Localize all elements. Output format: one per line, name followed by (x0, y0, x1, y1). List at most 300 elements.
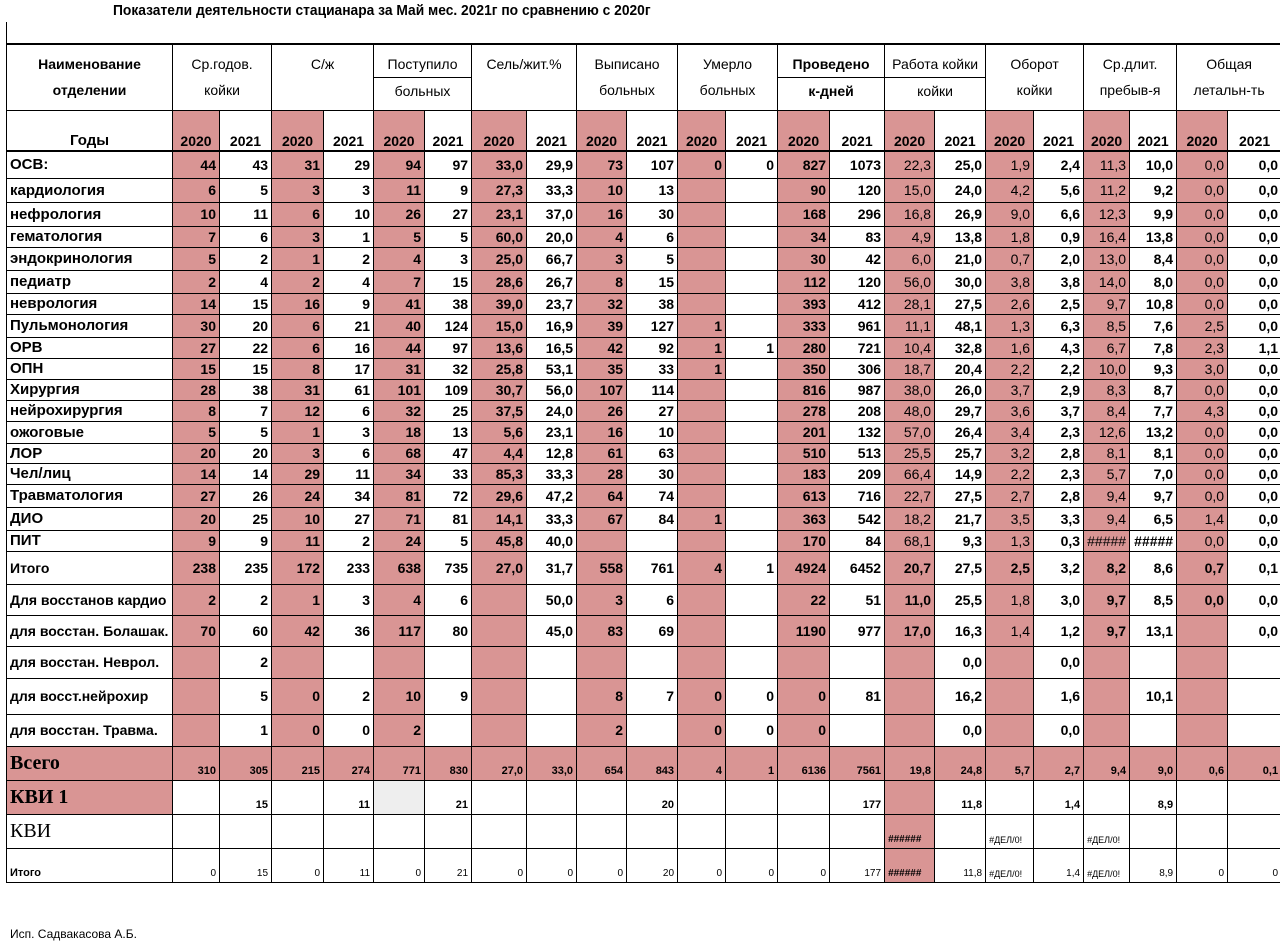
department-row (7, 379, 1280, 400)
cell (678, 780, 726, 814)
cell: 3 (324, 584, 374, 615)
cell: 22 (220, 337, 272, 358)
cell: 6 (425, 584, 472, 615)
cell: 85,3 (472, 463, 527, 484)
cell: 28 (173, 379, 220, 400)
cell: 64 (577, 484, 627, 507)
cell: 6452 (830, 551, 885, 584)
cell (678, 226, 726, 247)
cell: 8,5 (1084, 314, 1130, 337)
cell: 0 (726, 714, 778, 746)
cell (726, 584, 778, 615)
cell (678, 400, 726, 421)
cell: 3,5 (986, 507, 1034, 530)
cell: 8 (272, 358, 324, 379)
cell: 38 (220, 379, 272, 400)
cell: 1,1 (1228, 337, 1280, 358)
cell (527, 678, 577, 714)
header-line-1: Поступило (374, 51, 471, 78)
cell: 32 (577, 293, 627, 314)
cell: 9,2 (1130, 178, 1177, 202)
cell: 12,8 (527, 443, 577, 463)
cell: 16,8 (885, 202, 935, 226)
header-department-name (7, 44, 173, 110)
cell: 3 (324, 178, 374, 202)
department-row (7, 314, 1280, 337)
header-col-4 (472, 44, 577, 110)
cell: 20,7 (885, 551, 935, 584)
years-row (7, 110, 1280, 151)
cell: 25,0 (935, 151, 986, 178)
cell (527, 646, 577, 678)
cell: 73 (577, 151, 627, 178)
cell: 13 (627, 178, 678, 202)
cell: 816 (778, 379, 830, 400)
cell: 16 (324, 337, 374, 358)
cell (678, 646, 726, 678)
cell: 1 (726, 337, 778, 358)
row-label: нефрология (7, 202, 173, 226)
cell (726, 314, 778, 337)
cell (173, 714, 220, 746)
cell (272, 646, 324, 678)
cell (472, 646, 527, 678)
cell: 12 (272, 400, 324, 421)
cell (830, 714, 885, 746)
cell: 33,0 (472, 151, 527, 178)
row-label: кардиология (7, 178, 173, 202)
cell: 9,7 (1130, 484, 1177, 507)
cell: 32 (374, 400, 425, 421)
cell: 8,5 (1130, 584, 1177, 615)
cell: 1190 (778, 615, 830, 646)
cell (678, 584, 726, 615)
cell: 3,0 (1034, 584, 1084, 615)
cell (324, 646, 374, 678)
cell: 18 (374, 421, 425, 443)
cell: 5,6 (1034, 178, 1084, 202)
cell: 20 (173, 443, 220, 463)
cell: 15 (220, 848, 272, 882)
cell: 2,5 (1034, 293, 1084, 314)
department-row (7, 151, 1280, 178)
cell (678, 443, 726, 463)
cell: 41 (374, 293, 425, 314)
cell: 22,7 (885, 484, 935, 507)
cell: 6,3 (1034, 314, 1084, 337)
cell: 6 (627, 584, 678, 615)
cell: 11,1 (885, 314, 935, 337)
cell: 0 (272, 678, 324, 714)
cell: 24 (374, 530, 425, 551)
cell: 38 (425, 293, 472, 314)
cell: 3 (324, 421, 374, 443)
cell: 4924 (778, 551, 830, 584)
header-line-1: Сель/жит.% (486, 56, 562, 73)
department-row (7, 507, 1280, 530)
executor-signature: Исп. Садвакасова А.Б. (10, 927, 137, 941)
cell: 0,0 (1177, 463, 1228, 484)
row-label: Пульмонология (7, 314, 173, 337)
rehab-row (7, 584, 1280, 615)
cell: 16,5 (527, 337, 577, 358)
cell (425, 646, 472, 678)
cell: 36 (324, 615, 374, 646)
cell: 17 (324, 358, 374, 379)
cell (986, 780, 1034, 814)
cell: 6 (627, 226, 678, 247)
header-line-2: отделении (52, 82, 127, 99)
cell: 11,8 (935, 780, 986, 814)
cell: 11 (324, 780, 374, 814)
cell: 15,0 (472, 314, 527, 337)
department-row (7, 202, 1280, 226)
cell: 57,0 (885, 421, 935, 443)
cell: 83 (577, 615, 627, 646)
cell: 32,8 (935, 337, 986, 358)
cell: 23,7 (527, 293, 577, 314)
cell: 28,6 (472, 270, 527, 293)
cell: 11 (374, 178, 425, 202)
department-row (7, 463, 1280, 484)
cell: 30,0 (935, 270, 986, 293)
cell: 0,0 (1228, 379, 1280, 400)
cell: 24 (272, 484, 324, 507)
cell: 3,4 (986, 421, 1034, 443)
cell: 2 (324, 678, 374, 714)
cell: 0,9 (1034, 226, 1084, 247)
cell: 13,1 (1130, 615, 1177, 646)
cell: 3 (272, 226, 324, 247)
cell: 5,6 (472, 421, 527, 443)
cell: 14,0 (1084, 270, 1130, 293)
cell: 0,0 (1177, 443, 1228, 463)
cell: 3 (425, 247, 472, 270)
cell (726, 226, 778, 247)
cell: 107 (627, 151, 678, 178)
cell: 30 (778, 247, 830, 270)
cell: 20,4 (935, 358, 986, 379)
row-label: ожоговые (7, 421, 173, 443)
cell: 5 (220, 421, 272, 443)
cell (885, 780, 935, 814)
cell (472, 615, 527, 646)
rehab-row (7, 615, 1280, 646)
cell: 127 (627, 314, 678, 337)
cell: ###### (885, 848, 935, 882)
cell: 296 (830, 202, 885, 226)
cell: 0,0 (1228, 584, 1280, 615)
cell: 10 (374, 678, 425, 714)
cell: 350 (778, 358, 830, 379)
cell: 33,3 (527, 507, 577, 530)
cell (627, 714, 678, 746)
cell: 16,3 (935, 615, 986, 646)
cell: 27,5 (935, 293, 986, 314)
cell: 1,4 (1034, 848, 1084, 882)
cell: 25 (220, 507, 272, 530)
year-2020: 2020 (272, 110, 324, 151)
cell (678, 463, 726, 484)
cell (726, 646, 778, 678)
cell: 0,3 (1034, 530, 1084, 551)
cell: 2,9 (1034, 379, 1084, 400)
cell: 3,3 (1034, 507, 1084, 530)
cell (1177, 615, 1228, 646)
cell: 20,0 (527, 226, 577, 247)
cell: 21 (425, 780, 472, 814)
cell: 45,8 (472, 530, 527, 551)
cell (778, 780, 830, 814)
cell: 1,3 (986, 314, 1034, 337)
cell: 172 (272, 551, 324, 584)
cell: 14 (173, 293, 220, 314)
cell: 1 (678, 507, 726, 530)
cell (425, 814, 472, 848)
cell: 1,6 (1034, 678, 1084, 714)
cell: 0,0 (1177, 584, 1228, 615)
cell: 47,2 (527, 484, 577, 507)
cell: 97 (425, 337, 472, 358)
cell: 13,6 (472, 337, 527, 358)
cell (1228, 678, 1280, 714)
cell: 3 (272, 443, 324, 463)
row-label: Хирургия (7, 379, 173, 400)
cell: 2,7 (986, 484, 1034, 507)
cell: 8,9 (1130, 848, 1177, 882)
cell: 0 (678, 678, 726, 714)
row-label: КВИ 1 (7, 780, 173, 814)
cell: 14 (173, 463, 220, 484)
cell: 9 (173, 530, 220, 551)
cell: 412 (830, 293, 885, 314)
cell: 0 (272, 714, 324, 746)
cell: 66,4 (885, 463, 935, 484)
cell (1130, 714, 1177, 746)
cell: 48,1 (935, 314, 986, 337)
cell (577, 780, 627, 814)
cell: 12,3 (1084, 202, 1130, 226)
cell: 2 (220, 247, 272, 270)
cell (1177, 646, 1228, 678)
header-line-2: койки (917, 82, 953, 99)
cell: #ДЕЛ/0! (986, 814, 1034, 848)
cell: 16 (272, 293, 324, 314)
year-2021: 2021 (1130, 110, 1177, 151)
cell: 0,0 (1034, 646, 1084, 678)
cell: 8,1 (1130, 443, 1177, 463)
cell: 4 (374, 584, 425, 615)
cell: 0,0 (935, 714, 986, 746)
cell (1228, 714, 1280, 746)
cell: 0,7 (986, 247, 1034, 270)
cell (1177, 678, 1228, 714)
cell: 51 (830, 584, 885, 615)
cell: 2,8 (1034, 443, 1084, 463)
cell: 48,0 (885, 400, 935, 421)
cell: 30 (173, 314, 220, 337)
header-col-8 (885, 44, 986, 110)
cell: 22,3 (885, 151, 935, 178)
cell: 27 (173, 484, 220, 507)
cell: 4 (324, 270, 374, 293)
cell: 27 (425, 202, 472, 226)
cell: 393 (778, 293, 830, 314)
cell: 638 (374, 551, 425, 584)
cell: 8,4 (1130, 247, 1177, 270)
cell: 16,2 (935, 678, 986, 714)
cell: 25,5 (885, 443, 935, 463)
cell: 5,7 (1084, 463, 1130, 484)
cell: 33,0 (527, 746, 577, 780)
cell: 1,8 (986, 584, 1034, 615)
cell (1084, 646, 1130, 678)
cell: 3,2 (1034, 551, 1084, 584)
cell: 0 (472, 848, 527, 882)
cell: 11,2 (1084, 178, 1130, 202)
header-line-2: летальн-ть (1193, 82, 1265, 99)
cell: 15 (627, 270, 678, 293)
cell: 11,3 (1084, 151, 1130, 178)
header-line-2: пребыв-я (1099, 82, 1161, 99)
cell: 4 (678, 746, 726, 780)
cell: 26 (220, 484, 272, 507)
header-line-1: Выписано (594, 56, 660, 73)
cell: 8,4 (1084, 400, 1130, 421)
cell: 8,7 (1130, 379, 1177, 400)
cell: 771 (374, 746, 425, 780)
cell: 2,7 (1034, 746, 1084, 780)
cell: 61 (324, 379, 374, 400)
cell (1177, 780, 1228, 814)
cell: 70 (173, 615, 220, 646)
header-line-1: С/ж (310, 56, 335, 73)
cell: 31 (272, 151, 324, 178)
cell: 33 (627, 358, 678, 379)
year-2020: 2020 (986, 110, 1034, 151)
cell: 15 (220, 293, 272, 314)
cell (173, 678, 220, 714)
cell (935, 814, 986, 848)
cell (830, 814, 885, 848)
header-line-2: больных (699, 82, 756, 99)
cell (1228, 780, 1280, 814)
cell: 280 (778, 337, 830, 358)
cell: 9,4 (1084, 746, 1130, 780)
header-col-10 (1084, 44, 1177, 110)
cell: 1,3 (986, 530, 1034, 551)
cell: 13,2 (1130, 421, 1177, 443)
cell: 3,7 (986, 379, 1034, 400)
cell: 306 (830, 358, 885, 379)
cell (726, 507, 778, 530)
cell: 112 (778, 270, 830, 293)
cell (678, 530, 726, 551)
row-label: Итого (7, 551, 173, 584)
cell: 8,3 (1084, 379, 1130, 400)
cell: 72 (425, 484, 472, 507)
cell (726, 178, 778, 202)
year-2021: 2021 (935, 110, 986, 151)
cell: 44 (374, 337, 425, 358)
cell (678, 379, 726, 400)
left-border-line (6, 22, 7, 44)
cell: 1 (678, 358, 726, 379)
cell: 4,4 (472, 443, 527, 463)
cell: 0,0 (1177, 484, 1228, 507)
cell: 4 (577, 226, 627, 247)
cell: 28,1 (885, 293, 935, 314)
cell: 10,8 (1130, 293, 1177, 314)
itogo2-row (7, 848, 1280, 882)
cell: 10,0 (1130, 151, 1177, 178)
cell: 2 (324, 530, 374, 551)
year-2021: 2021 (726, 110, 778, 151)
cell: 34 (778, 226, 830, 247)
cell: 25,5 (935, 584, 986, 615)
cell: 53,1 (527, 358, 577, 379)
cell: 15 (425, 270, 472, 293)
cell: 9,0 (1130, 746, 1177, 780)
cell: 124 (425, 314, 472, 337)
cell: 201 (778, 421, 830, 443)
cell: 27,0 (472, 746, 527, 780)
cell: 10 (627, 421, 678, 443)
cell: 45,0 (527, 615, 577, 646)
cell: 20 (627, 848, 678, 882)
cell: 68,1 (885, 530, 935, 551)
kvi1-row (7, 780, 1280, 814)
cell: 8,9 (1130, 780, 1177, 814)
department-row (7, 247, 1280, 270)
cell: 14,9 (935, 463, 986, 484)
cell (678, 421, 726, 443)
cell: 80 (425, 615, 472, 646)
cell (627, 646, 678, 678)
cell: 2,2 (1034, 358, 1084, 379)
year-2020: 2020 (173, 110, 220, 151)
cell: 81 (374, 484, 425, 507)
cell: 6 (173, 178, 220, 202)
cell: 33,3 (527, 463, 577, 484)
row-label: для восст.нейрохир (7, 678, 173, 714)
cell (272, 780, 324, 814)
cell: 8,6 (1130, 551, 1177, 584)
cell: 9,7 (1084, 584, 1130, 615)
cell: 208 (830, 400, 885, 421)
cell: 8,0 (1130, 270, 1177, 293)
cell: 7 (374, 270, 425, 293)
cell (726, 443, 778, 463)
cell: 11,8 (935, 848, 986, 882)
cell: 0 (272, 848, 324, 882)
cell: 4 (374, 247, 425, 270)
cell: 8 (577, 270, 627, 293)
cell: 6 (272, 202, 324, 226)
cell: 42 (830, 247, 885, 270)
cell: 43 (220, 151, 272, 178)
cell (726, 780, 778, 814)
cell: 74 (627, 484, 678, 507)
row-label: Для восстанов кардио (7, 584, 173, 615)
cell: 2,0 (1034, 247, 1084, 270)
year-2021: 2021 (627, 110, 678, 151)
cell: 60,0 (472, 226, 527, 247)
year-2020: 2020 (678, 110, 726, 151)
cell: 3 (577, 584, 627, 615)
cell: 0,0 (1228, 400, 1280, 421)
cell: 20 (220, 314, 272, 337)
